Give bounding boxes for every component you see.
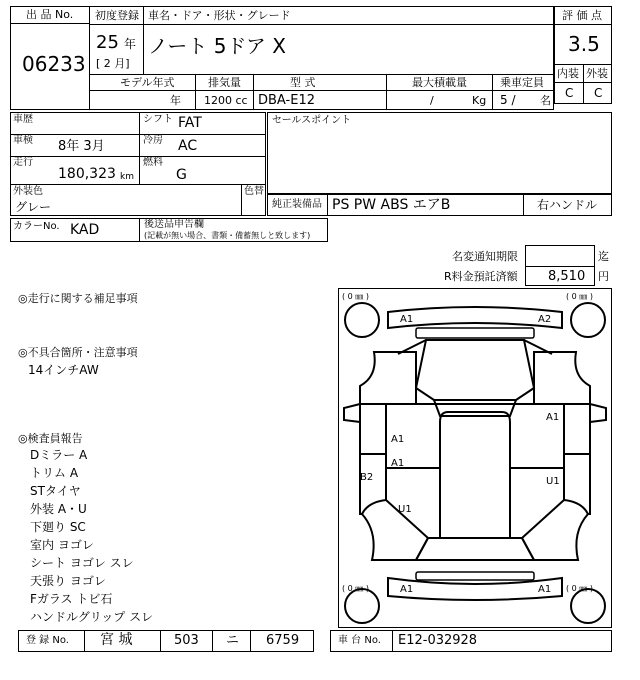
damage-mark: U1 (546, 476, 560, 487)
exterior-color-value: グレー (15, 200, 52, 214)
ac-label: 冷房 (143, 135, 163, 146)
left-front-fender (360, 352, 416, 404)
capacity-label: 乗車定員 (500, 76, 544, 89)
tire-front-right (571, 303, 605, 337)
damage-mark: A1 (400, 584, 414, 595)
lot-number: 06233 (22, 52, 86, 76)
defect-item: 14インチAW (28, 363, 99, 377)
tire-label-rr: ( 0 ㎜ ) (566, 584, 593, 593)
roof (440, 412, 510, 538)
steering-value: 右ハンドル (537, 198, 598, 212)
inspector-item: Fガラス トビ石 (30, 592, 113, 606)
damage-diagram (338, 288, 612, 628)
ac-value: AC (178, 138, 198, 154)
registration-number: 6759 (266, 633, 300, 648)
first-registration-label: 初度登録 (95, 9, 139, 22)
chassis-number: E12-032928 (398, 633, 478, 648)
car-name: ノート 5ドア X (148, 34, 286, 58)
exterior-label: 外装 (586, 67, 608, 80)
inspector-item: Dミラー A (30, 448, 88, 462)
damage-mark: A1 (391, 458, 405, 469)
chassis-label: 車 台 No. (338, 635, 381, 646)
lot-number-label: 出 品 No. (26, 8, 74, 21)
damage-mark: A1 (538, 584, 552, 595)
capacity: 5 / (500, 93, 516, 107)
interior-label: 内装 (557, 67, 579, 80)
inspection-label: 車検 (13, 135, 33, 146)
displacement-label: 排気量 (208, 76, 241, 89)
mileage-unit: km (120, 172, 134, 182)
inspector-item: 室内 ヨゴレ (30, 538, 94, 552)
model-year-unit: 年 (170, 94, 181, 107)
windshield (434, 400, 516, 416)
shift-label: シフト (143, 114, 173, 125)
history-label: 車歴 (13, 114, 33, 125)
max-load-label: 最大積載量 (412, 76, 467, 89)
hood (416, 340, 534, 400)
aftermarket-note: (記載が無い場合、書類・備蓄無しと致します) (144, 231, 311, 240)
right-rear-fender (522, 514, 588, 560)
color-number-label: カラーNo. (13, 221, 60, 232)
registration-class: 503 (174, 633, 199, 648)
mileage-value: 180,323 (58, 166, 116, 182)
score-value: 3.5 (568, 32, 600, 56)
tire-label-rl: ( 0 ㎜ ) (342, 584, 369, 593)
running-notes-title: ◎走行に関する補足事項 (18, 292, 138, 305)
registration-label: 登 録 No. (26, 635, 69, 646)
damage-mark: U1 (398, 504, 412, 515)
registration-area: 宮 城 (100, 632, 133, 648)
equipment-label: 純正装備品 (272, 199, 322, 210)
aftermarket-label: 後送品申告欄 (144, 219, 204, 230)
inspector-item: 外装 A・U (30, 502, 87, 516)
transfer-deadline-label: 名変通知期限 (452, 250, 518, 263)
front-bumper (388, 307, 562, 328)
year-unit: 年 (124, 37, 137, 51)
defect-notes-title: ◎不具合箇所・注意事項 (18, 346, 138, 359)
tire-label-fl: ( 0 ㎜ ) (342, 292, 369, 301)
color-number-value: KAD (70, 222, 100, 238)
inspector-item: トリム A (30, 466, 79, 480)
transfer-deadline-box (525, 245, 595, 267)
inspector-item: STタイヤ (30, 484, 81, 498)
capacity-unit: 名 (540, 94, 551, 107)
first-registration-month: [ 2 月] (96, 57, 130, 70)
damage-mark: A2 (538, 314, 552, 325)
damage-mark: A1 (391, 434, 405, 445)
inspector-item: 下廻り SC (30, 520, 86, 534)
rear-hatch (416, 538, 534, 560)
shift-value: FAT (178, 115, 202, 131)
max-load-unit: Kg (472, 94, 487, 107)
inspector-item: ハンドルグリップ スレ (30, 610, 154, 624)
recycle-fee-unit: 円 (598, 270, 609, 283)
tire-label-fr: ( 0 ㎜ ) (566, 292, 593, 301)
damage-mark: A1 (546, 412, 560, 423)
first-registration-year: 25 (96, 32, 119, 53)
tire-rear-left (345, 589, 379, 623)
model-year-label: モデル年式 (120, 76, 175, 89)
registration-kana: ニ (226, 633, 240, 648)
type-label: 型 式 (290, 76, 316, 89)
fuel-label: 燃料 (143, 157, 163, 168)
equipment-value: PS PW ABS エアB (332, 197, 451, 213)
inspector-item: 天張り ヨゴレ (30, 574, 106, 588)
right-side (564, 404, 590, 514)
displacement: 1200 cc (204, 94, 248, 107)
tire-rear-right (571, 589, 605, 623)
score-label: 評 価 点 (562, 9, 602, 22)
damage-mark: A1 (400, 314, 414, 325)
left-side (360, 404, 386, 514)
sales-point-label: セールスポイント (272, 115, 352, 126)
max-load: / (430, 94, 434, 107)
transfer-deadline-unit: 迄 (598, 250, 609, 263)
tire-front-left (345, 303, 379, 337)
inspector-report-title: ◎検査員報告 (18, 432, 83, 445)
mileage-label: 走行 (13, 157, 33, 168)
recycle-fee-amount: 8,510 (548, 269, 586, 284)
damage-mark: B2 (360, 472, 374, 483)
recycle-fee-label: R料金預託済額 (444, 270, 518, 283)
repaint-label: 色替 (244, 186, 264, 197)
inspector-item: シート ヨゴレ スレ (30, 556, 134, 570)
car-name-label: 車名・ドア・形状・グレード (148, 9, 291, 22)
rear-bumper (388, 578, 562, 600)
left-rear-fender (362, 514, 428, 560)
fuel-value: G (176, 167, 187, 183)
exterior-color-label: 外装色 (13, 186, 43, 197)
inspection-value: 8年 3月 (58, 139, 105, 154)
interior-grade: C (565, 86, 574, 100)
exterior-grade: C (594, 86, 603, 100)
right-front-fender (534, 352, 590, 404)
vehicle-type: DBA-E12 (258, 93, 315, 108)
